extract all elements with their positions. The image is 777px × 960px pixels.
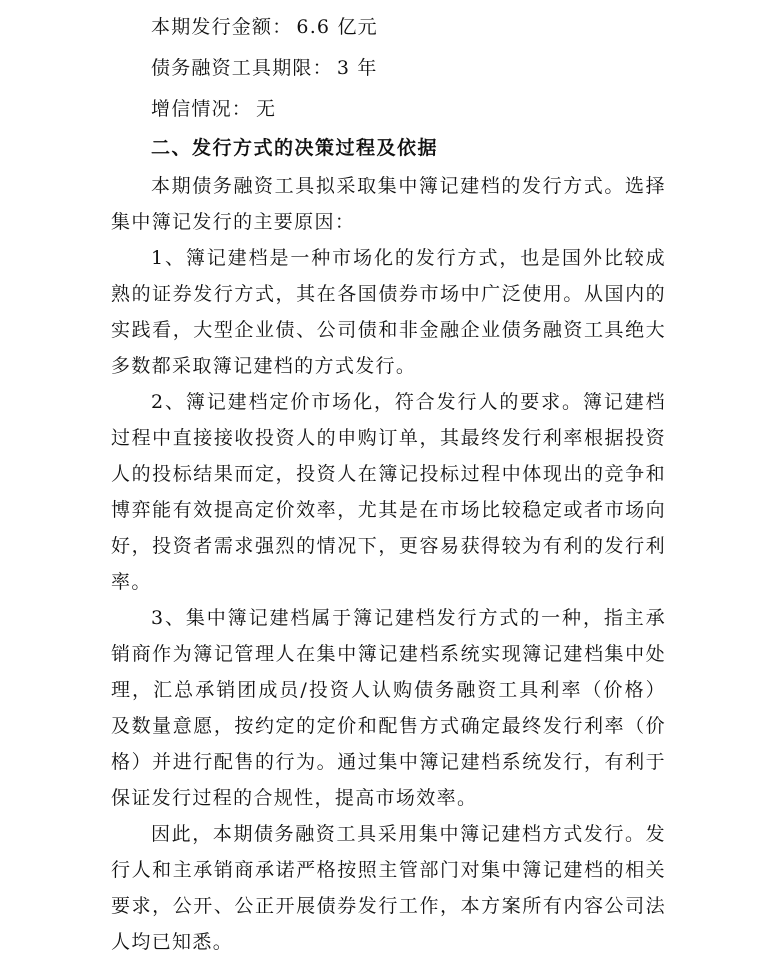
paragraph-reason-1: 1、簿记建档是一种市场化的发行方式，也是国外比较成熟的证券发行方式，其在各国债券市场中广泛使用。从国内的实践看，大型企业债、公司债和非金融企业债务融资工具绝大多数都采取簿记建档的方式发行。: [111, 247, 666, 377]
credit-enhancement-label: 增信情况：: [151, 98, 253, 120]
paragraph-intro: 本期债务融资工具拟采取集中簿记建档的发行方式。选择集中簿记发行的主要原因：: [111, 175, 666, 233]
paragraph-reason-2: 2、簿记建档定价市场化，符合发行人的要求。簿记建档过程中直接接收投资人的申购订单，其最终发行利率根据投资人的投标结果而定，投资人在簿记投标过程中体现出的竞争和博弈能有效提高定价效率，尤其是在市场比较稳定或者市场向好，投资者需求强烈的情况下，更容易获得较为有利的发行利率。: [111, 391, 666, 593]
instrument-term-value: 3 年: [336, 57, 378, 79]
credit-enhancement-line: [111, 96, 666, 122]
issue-amount-line: [111, 14, 666, 40]
instrument-term-line: [111, 55, 666, 81]
paragraph-conclusion: 因此，本期债务融资工具采用集中簿记建档方式发行。发行人和主承销商承诺严格按照主管部门对集中簿记建档的相关要求，公开、公正开展债券发行工作，本方案所有内容公司法人均已知悉。: [111, 823, 666, 953]
paragraph-reason-3: 3、集中簿记建档属于簿记建档发行方式的一种，指主承销商作为簿记管理人在集中簿记建档系统实现簿记建档集中处理，汇总承销团成员/投资人认购债务融资工具利率（价格）及数量意愿，按约定的定价和配售方式确定最终发行利率（价格）并进行配售的行为。通过集中簿记建档系统发行，有利于保证发行过程的合规性，提高市场效率。: [111, 607, 666, 809]
issue-amount-value: 6.6 亿元: [296, 16, 378, 38]
section-heading: 二、发行方式的决策过程及依据: [151, 137, 439, 159]
credit-enhancement-value: 无: [256, 98, 277, 120]
instrument-term-label: 债务融资工具期限：: [151, 57, 333, 79]
issue-amount-label: 本期发行金额：: [151, 16, 293, 38]
